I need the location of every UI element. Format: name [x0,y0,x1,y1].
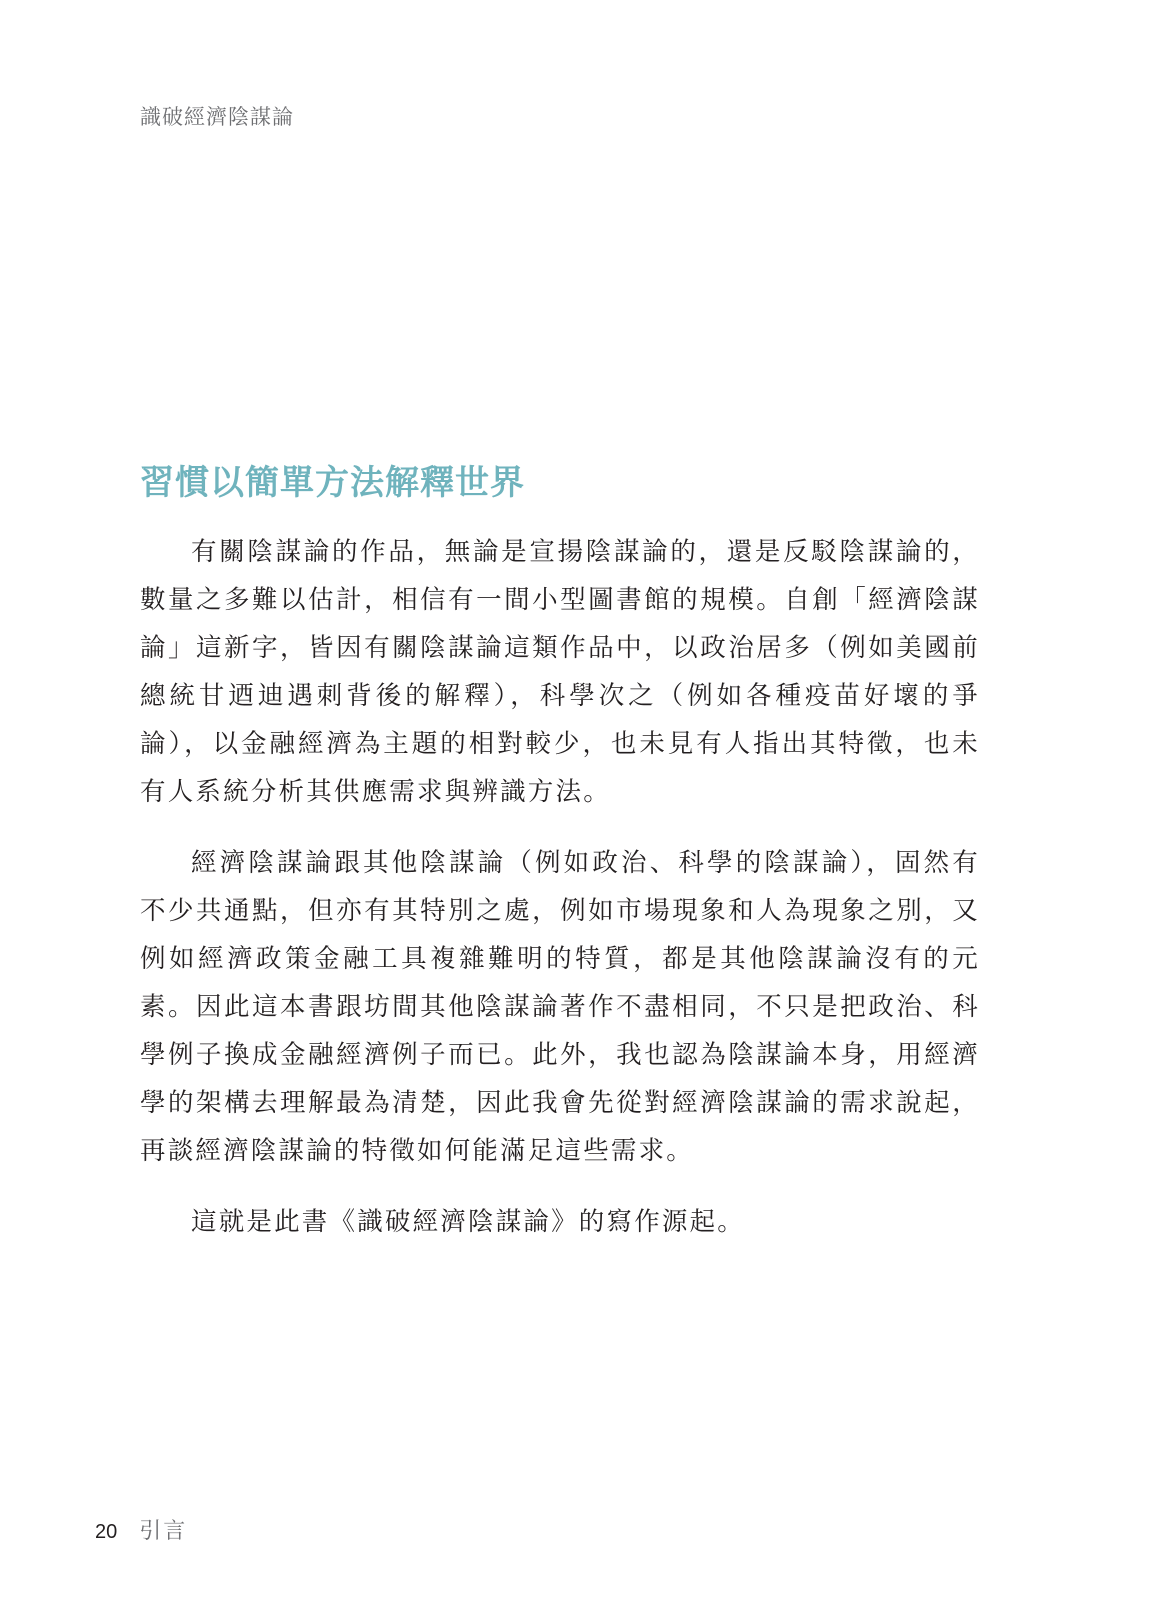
running-header: 識破經濟陰謀論 [140,105,294,129]
paragraph: 經濟陰謀論跟其他陰謀論（例如政治、科學的陰謀論），固然有不少共通點，但亦有其特別之處，例如市場現象和人為現象之別，又例如經濟政策金融工具複雜難明的特質，都是其他陰謀論沒有的元素。因此這本書跟坊間其他陰謀論著作不盡相同，不只是把政治、科學例子換成金融經濟例子而已。此外，我也認為陰謀論本身，用經濟學的架構去理解最為清楚，因此我會先從對經濟陰謀論的需求說起，再談經濟陰謀論的特徵如何能滿足這些需求。 [140,848,980,1166]
paragraph: 有關陰謀論的作品，無論是宣揚陰謀論的，還是反駁陰謀論的，數量之多難以估計，相信有一間小型圖書館的規模。自創「經濟陰謀論」這新字，皆因有關陰謀論這類作品中，以政治居多（例如美國前總統甘迺迪遇刺背後的解釋），科學次之（例如各種疫苗好壞的爭論），以金融經濟為主題的相對較少，也未見有人指出其特徵，也未有人系統分析其供應需求與辨識方法。 [140,537,980,807]
body-text [140,528,980,1269]
page-number: 20 [95,1521,118,1543]
section-title: 習慣以簡單方法解釋世界 [140,463,525,503]
paragraph: 這就是此書《識破經濟陰謀論》的寫作源起。 [191,1207,746,1237]
footer-section-name: 引言 [139,1519,188,1544]
page-footer [95,1514,187,1545]
